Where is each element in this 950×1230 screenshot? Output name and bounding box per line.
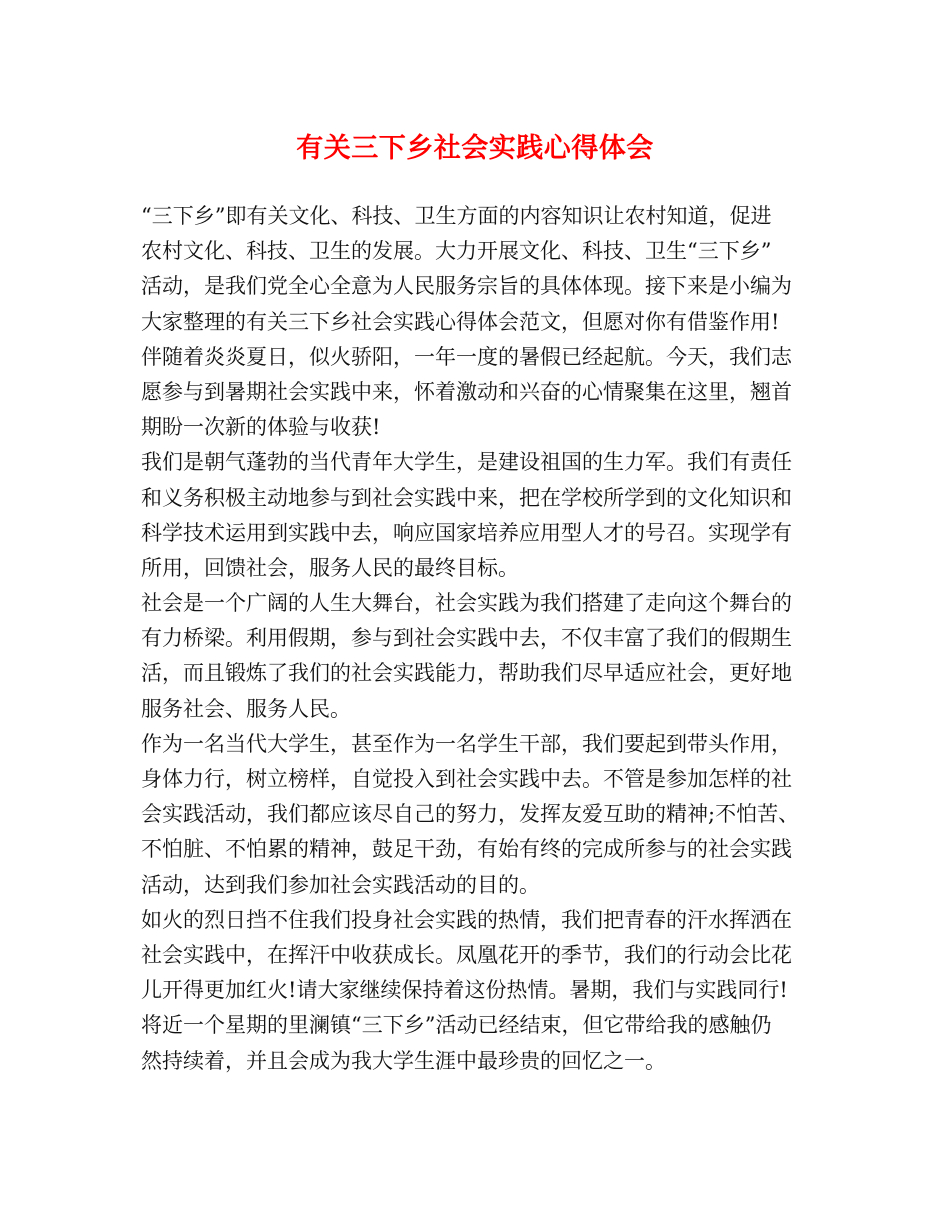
body-line: 活，而且锻炼了我们的社会实践能力，帮助我们尽早适应社会，更好地 (141, 661, 792, 686)
body-line: 有力桥梁。利用假期，参与到社会实践中去，不仅丰富了我们的假期生 (141, 626, 792, 651)
body-line: 会实践活动，我们都应该尽自己的努力，发挥友爱互助的精神;不怕苦、 (141, 802, 800, 827)
body-line: 活动，是我们党全心全意为人民服务宗旨的具体体现。接下来是小编为 (141, 274, 792, 299)
body-line: 和义务积极主动地参与到社会实践中来，把在学校所学到的文化知识和 (141, 485, 792, 510)
body-line: 不怕脏、不怕累的精神，鼓足干劲，有始有终的完成所参与的社会实践 (141, 837, 792, 862)
body-line: 服务社会、服务人民。 (141, 696, 351, 721)
body-line: 期盼一次新的体验与收获! (141, 415, 381, 440)
document-title: 有关三下乡社会实践心得体会 (296, 133, 654, 164)
body-line: 所用，回馈社会，服务人民的最终目标。 (141, 555, 519, 580)
body-line: 活动，达到我们参加社会实践活动的目的。 (141, 872, 540, 897)
body-line: 儿开得更加红火!请大家继续保持着这份热情。暑期，我们与实践同行! (141, 978, 788, 1003)
body-line: 身体力行，树立榜样，自觉投入到社会实践中去。不管是参加怎样的社 (141, 767, 792, 791)
body-line: 社会实践中，在挥汗中收获成长。凤凰花开的季节，我们的行动会比花 (141, 942, 792, 967)
body-line: 我们是朝气蓬勃的当代青年大学生，是建设祖国的生力军。我们有责任 (141, 450, 792, 475)
body-line: “三下乡”即有关文化、科技、卫生方面的内容知识让农村知道，促进 (141, 204, 772, 228)
body-line: 伴随着炎炎夏日，似火骄阳，一年一度的暑假已经起航。今天，我们志 (141, 344, 792, 369)
body-line: 将近一个星期的里澜镇“三下乡”活动已经结束，但它带给我的感触仍 (141, 1013, 772, 1038)
body-line: 社会是一个广阔的人生大舞台，社会实践为我们搭建了走向这个舞台的 (141, 591, 792, 616)
body-line: 大家整理的有关三下乡社会实践心得体会范文，但愿对你有借鉴作用! (141, 309, 780, 334)
document-body (141, 199, 831, 1079)
body-line: 科学技术运用到实践中去，响应国家培养应用型人才的号召。实现学有 (141, 520, 792, 545)
body-line: 然持续着，并且会成为我大学生涯中最珍贵的回忆之一。 (141, 1048, 666, 1073)
body-line: 农村文化、科技、卫生的发展。大力开展文化、科技、卫生“三下乡” (141, 239, 772, 264)
body-line: 愿参与到暑期社会实践中来，怀着激动和兴奋的心情聚集在这里，翘首 (141, 379, 792, 404)
body-line: 作为一名当代大学生，甚至作为一名学生干部，我们要起到带头作用， (141, 731, 792, 756)
body-line: 如火的烈日挡不住我们投身社会实践的热情，我们把青春的汗水挥洒在 (141, 907, 792, 932)
